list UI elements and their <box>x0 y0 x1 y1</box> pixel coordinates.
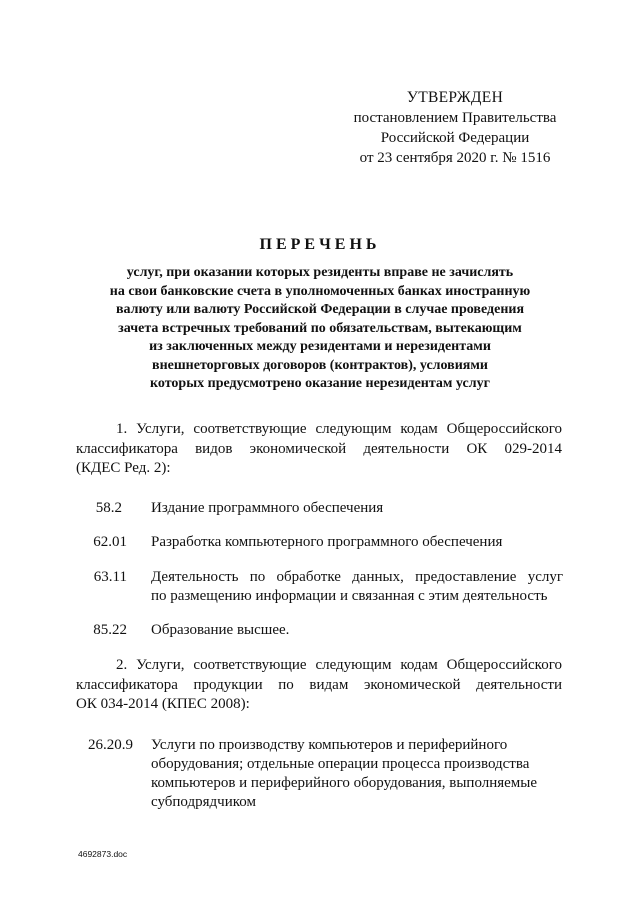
paragraph-line: (КДЕС Ред. 2): <box>76 460 171 476</box>
approval-line-2: Российской Федерации <box>380 130 530 146</box>
okpd-code: 26.20.9 <box>88 737 133 753</box>
subtitle-line: на свои банковские счета в уполномоченных банках иностранную <box>109 283 531 299</box>
okved-description <box>151 533 565 552</box>
approval-line-1: постановлением Правительства <box>353 110 557 126</box>
document-title: ПЕРЕЧЕНЬ <box>259 236 381 253</box>
subtitle-line: которых предусмотрено оказание нерезидентам услуг <box>150 376 490 391</box>
okved-description <box>151 499 565 518</box>
description-line: Разработка компьютерного программного обеспечения <box>151 534 503 550</box>
okpd-description <box>151 736 565 812</box>
okved-code: 58.2 <box>95 500 122 516</box>
subtitle-line: услуг, при оказании которых резиденты вправе не зачислять <box>126 265 514 280</box>
file-name-footer: 4692873.doc <box>78 849 128 859</box>
subtitle-line: из заключенных между резидентами и нерезидентами <box>149 339 491 354</box>
description-line: Издание программного обеспечения <box>151 500 384 516</box>
approval-word: УТВЕРЖДЕН <box>406 89 504 106</box>
description-line: субподрядчиком <box>151 794 256 810</box>
okved-code: 85.22 <box>93 622 127 638</box>
okved-code: 63.11 <box>93 569 127 585</box>
description-line: компьютеров и периферийного оборудования, выполняемые <box>151 775 538 791</box>
approval-block <box>340 88 570 168</box>
description-line: оборудования; отдельные операции процесса производства <box>151 756 530 772</box>
subtitle-line: валюту или валюту Российской Федерации в случае проведения <box>115 302 525 317</box>
section-2-paragraph <box>76 656 562 715</box>
description-line: по размещению информации и связанная с этим деятельность <box>151 588 548 604</box>
description-line: Образование высшее. <box>151 622 290 638</box>
okved-code: 62.01 <box>93 534 127 550</box>
okved-description <box>151 621 565 640</box>
description-line: Деятельность по обработке данных, предоставление услуг <box>151 569 563 585</box>
subtitle-line: зачета встречных требований по обязательствам, вытекающим <box>118 320 522 336</box>
paragraph-line: 1. Услуги, соответствующие следующим кодам Общероссийского <box>116 421 562 437</box>
subtitle-line: внешнеторговых договоров (контрактов), условиями <box>152 357 488 373</box>
document-subtitle <box>70 264 570 394</box>
paragraph-line: ОК 034-2014 (КПЕС 2008): <box>76 696 250 712</box>
approval-line-3: от 23 сентября 2020 г. № 1516 <box>359 150 551 166</box>
paragraph-line: классификатора видов экономической деятельности ОК 029-2014 <box>76 440 562 457</box>
paragraph-line: 2. Услуги, соответствующие следующим кодам Общероссийского <box>116 657 562 673</box>
okved-description <box>151 568 563 606</box>
description-line: Услуги по производству компьютеров и периферийного <box>151 737 508 753</box>
paragraph-line: классификатора продукции по видам экономической деятельности <box>76 676 562 693</box>
section-1-paragraph <box>76 420 562 479</box>
